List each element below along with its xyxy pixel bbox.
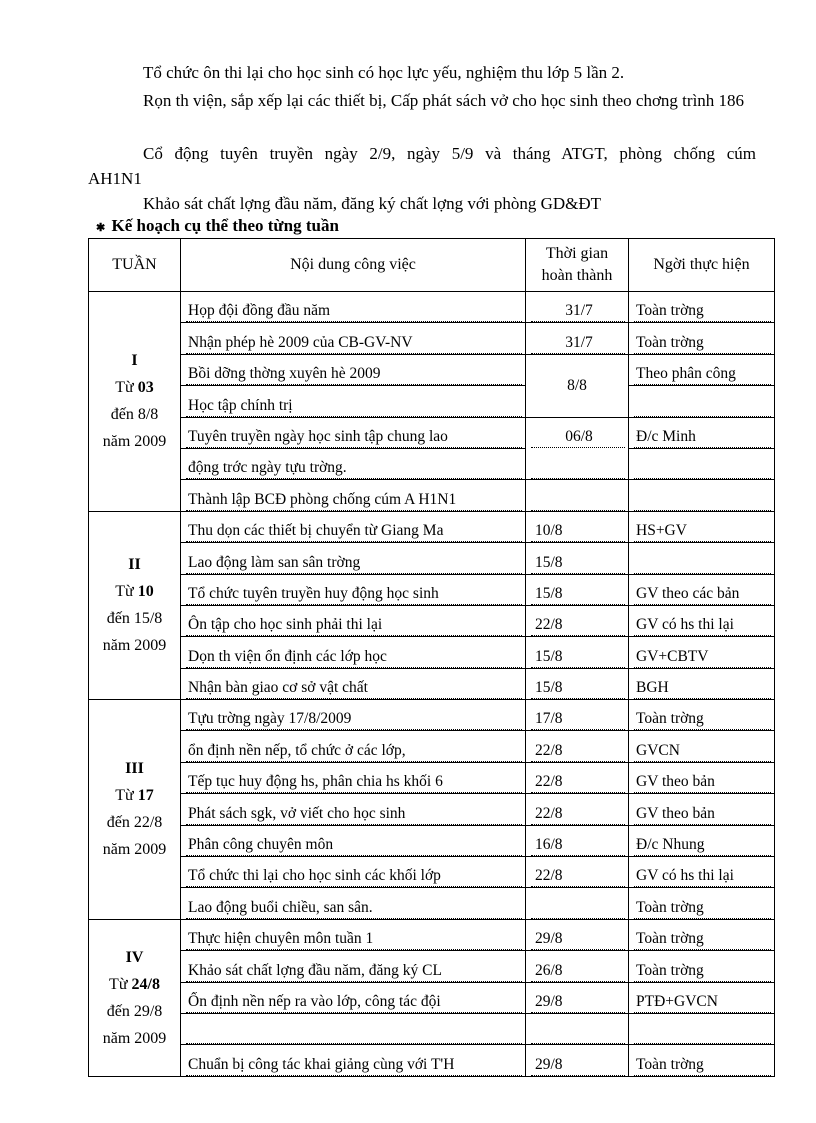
table-cell-content (181, 1045, 526, 1076)
intro-paragraph-4: Khảo sát chất lợng đầu năm, đăng ký chất lợng với phòng GD&ĐT (143, 194, 602, 213)
table-cell-content (181, 857, 526, 888)
week-roman: III (125, 760, 144, 778)
person-text: GVCN (634, 741, 771, 762)
table-cell-person (629, 668, 775, 699)
table-row (89, 292, 775, 323)
time-text: 06/8 (531, 427, 625, 448)
header-content: Nội dung công việc (181, 239, 526, 292)
week-start: 17 (137, 787, 154, 805)
table-cell-time (526, 511, 629, 542)
table-cell-content (181, 354, 526, 385)
table-body (89, 292, 775, 1077)
person-text: Toàn trờng (634, 929, 771, 950)
week-cell (89, 700, 181, 920)
table-cell-person (629, 982, 775, 1013)
time-text: 16/8 (531, 835, 625, 856)
time-text (531, 1023, 625, 1044)
table-cell-content (181, 448, 526, 479)
intro-paragraph-1: Tổ chức ôn thi lại cho học sinh có học lực yếu, nghiệm thu lớp 5 lần 2. (143, 63, 625, 82)
week-roman: II (128, 556, 141, 574)
time-text (531, 898, 625, 919)
table-cell-content (181, 794, 526, 825)
person-text: Theo phân công (634, 364, 771, 385)
content-text: Tếp tục huy động hs, phân chia hs khối 6 (186, 772, 522, 793)
asterisk-bullet-icon: ✱ (96, 221, 106, 234)
content-text: Lao động buổi chiều, san sân. (186, 898, 522, 919)
table-cell-time (526, 1045, 629, 1076)
table-cell-person (629, 919, 775, 950)
table-cell-content (181, 919, 526, 950)
table-cell-content (181, 825, 526, 856)
table-cell-content (181, 637, 526, 668)
table-row (89, 1045, 775, 1076)
section-heading (96, 216, 339, 236)
week-start-line (89, 971, 180, 998)
person-text: GV có hs thi lại (634, 615, 771, 636)
content-text: Học tập chính trị (186, 396, 522, 417)
table-cell-content (181, 543, 526, 574)
content-text: Họp đội đồng đầu năm (186, 301, 522, 322)
table-row (89, 637, 775, 668)
content-text: Dọn th viện ổn định các lớp học (186, 647, 522, 668)
week-roman: IV (125, 948, 144, 966)
person-text: Đ/c Nhung (634, 835, 771, 856)
intro-paragraph-3: Cổ động tuyên truyền ngày 2/9, ngày 5/9 và tháng ATGT, phòng chống cúm AH1N1 (88, 144, 756, 188)
person-text (634, 553, 771, 574)
content-text: Tổ chức tuyên truyền huy động học sinh (186, 584, 522, 605)
week-cell (89, 919, 181, 1076)
table-cell-content (181, 951, 526, 982)
section-heading-text: Kế hoạch cụ thể theo từng tuần (111, 216, 339, 235)
table-cell-content (181, 292, 526, 323)
table-cell-person (629, 857, 775, 888)
person-text: GV theo bản (634, 804, 771, 825)
content-text: Thành lập BCĐ phòng chống cúm A H1N1 (186, 490, 522, 511)
content-text: Ổn định nền nếp ra vào lớp, công tác đội (186, 992, 522, 1013)
week-from-label: Từ (109, 975, 128, 993)
header-week: TUẦN (89, 239, 181, 292)
table-row (89, 386, 775, 417)
table-header-row (89, 239, 775, 292)
content-text: ổn định nền nếp, tổ chức ở các lớp, (186, 741, 522, 762)
table-cell-time (526, 417, 629, 448)
time-text (531, 490, 625, 511)
person-text: Toàn trờng (634, 709, 771, 730)
table-cell-person (629, 637, 775, 668)
table-cell-person (629, 888, 775, 919)
content-text (186, 1023, 522, 1044)
time-text: 22/8 (531, 772, 625, 793)
table-cell-content (181, 574, 526, 605)
table-cell-content (181, 982, 526, 1013)
table-cell-time (526, 543, 629, 574)
person-text (634, 396, 771, 417)
table-cell-person (629, 354, 775, 385)
table-cell-time (526, 700, 629, 731)
table-cell-person (629, 700, 775, 731)
table-cell-person (629, 574, 775, 605)
time-text: 29/8 (531, 992, 625, 1013)
table-cell-person (629, 417, 775, 448)
table-cell-time (526, 794, 629, 825)
table-cell-time (526, 448, 629, 479)
week-end: đến 8/8 (110, 406, 159, 424)
person-text (634, 1023, 771, 1044)
table-cell-time (526, 731, 629, 762)
person-text: GV theo bản (634, 772, 771, 793)
content-text: Tựu trờng ngày 17/8/2009 (186, 709, 522, 730)
table-cell-content (181, 731, 526, 762)
week-from-label: Từ (115, 787, 134, 805)
table-row (89, 1013, 775, 1044)
time-text: 22/8 (531, 804, 625, 825)
table-cell-time (526, 857, 629, 888)
time-text: 29/8 (531, 1055, 625, 1076)
table-cell-person (629, 448, 775, 479)
table-row (89, 417, 775, 448)
table-cell-person (629, 511, 775, 542)
table-cell-time (526, 888, 629, 919)
table-row (89, 857, 775, 888)
content-text: Lao động làm san sân trờng (186, 553, 522, 574)
week-cell (89, 511, 181, 699)
time-text: 15/8 (531, 678, 625, 699)
time-text: 15/8 (531, 584, 625, 605)
table-row (89, 354, 775, 385)
table-cell-content (181, 762, 526, 793)
table-row (89, 919, 775, 950)
time-text: 31/7 (531, 333, 625, 354)
table-row (89, 982, 775, 1013)
table-row (89, 511, 775, 542)
table-cell-time (526, 762, 629, 793)
table-cell-content (181, 605, 526, 636)
table-row (89, 951, 775, 982)
table-cell-time (526, 354, 629, 417)
week-from-label: Từ (115, 379, 134, 397)
header-time-line2: hoàn thành (541, 267, 613, 284)
table-cell-time (526, 982, 629, 1013)
table-cell-person (629, 323, 775, 354)
header-person: Ngời thực hiện (629, 239, 775, 292)
week-start-line (89, 782, 180, 809)
table-cell-person (629, 1013, 775, 1044)
table-cell-time (526, 574, 629, 605)
time-text: 17/8 (531, 709, 625, 730)
table-cell-person (629, 794, 775, 825)
week-end: đến 15/8 (106, 610, 163, 628)
week-start-line (89, 374, 180, 401)
table-row (89, 825, 775, 856)
time-text: 31/7 (531, 301, 625, 322)
table-row (89, 448, 775, 479)
table-cell-time (526, 292, 629, 323)
table-cell-content (181, 700, 526, 731)
table-cell-person (629, 292, 775, 323)
table-cell-time (526, 323, 629, 354)
week-year: năm 2009 (102, 1029, 167, 1047)
table-cell-person (629, 605, 775, 636)
table-row (89, 605, 775, 636)
week-year: năm 2009 (102, 637, 167, 655)
table-cell-time (526, 1013, 629, 1044)
week-from-label: Từ (115, 583, 134, 601)
person-text: Toàn trờng (634, 301, 771, 322)
table-row (89, 574, 775, 605)
time-text: 15/8 (531, 553, 625, 574)
content-text: Tổ chức thi lại cho học sinh các khối lớp (186, 866, 522, 887)
table-cell-person (629, 543, 775, 574)
table-cell-time (526, 668, 629, 699)
time-text: 22/8 (531, 615, 625, 636)
table-cell-content (181, 386, 526, 417)
time-text: 26/8 (531, 961, 625, 982)
person-text: HS+GV (634, 521, 771, 542)
table-row (89, 762, 775, 793)
time-text: 8/8 (567, 376, 587, 394)
person-text: Toàn trờng (634, 333, 771, 354)
person-text: BGH (634, 678, 771, 699)
content-text: Ôn tập cho học sinh phải thi lại (186, 615, 522, 636)
week-year: năm 2009 (102, 841, 167, 859)
table-cell-person (629, 762, 775, 793)
table-row (89, 543, 775, 574)
intro-paragraph-2: Rọn th viện, sắp xếp lại các thiết bị, Cấp phát sách vở cho học sinh theo chơng trình 186 (143, 91, 745, 110)
time-text: 15/8 (531, 647, 625, 668)
content-text: Tuyên truyền ngày học sinh tập chung lao (186, 427, 522, 448)
content-text: Khảo sát chất lợng đầu năm, đăng ký CL (186, 961, 522, 982)
table-cell-time (526, 951, 629, 982)
table-cell-time (526, 605, 629, 636)
person-text: Đ/c Minh (634, 427, 771, 448)
table-cell-time (526, 637, 629, 668)
table-cell-content (181, 668, 526, 699)
content-text: Thực hiện chuyên môn tuần 1 (186, 929, 522, 950)
time-text: 22/8 (531, 866, 625, 887)
content-text: Thu dọn các thiết bị chuyển từ Giang Ma (186, 521, 522, 542)
table-row (89, 888, 775, 919)
person-text: GV+CBTV (634, 647, 771, 668)
time-text: 10/8 (531, 521, 625, 542)
person-text: GV theo các bản (634, 584, 771, 605)
week-end: đến 22/8 (106, 814, 163, 832)
table-cell-time (526, 825, 629, 856)
table-cell-content (181, 888, 526, 919)
week-roman: I (131, 352, 138, 370)
person-text (634, 490, 771, 511)
person-text: GV có hs thi lại (634, 866, 771, 887)
table-cell-person (629, 386, 775, 417)
table-cell-time (526, 919, 629, 950)
week-start-line (89, 578, 180, 605)
week-start: 24/8 (131, 975, 160, 993)
time-text: 22/8 (531, 741, 625, 762)
table-cell-person (629, 1045, 775, 1076)
content-text: động trớc ngày tựu trờng. (186, 458, 522, 479)
header-time (526, 239, 629, 292)
content-text: Nhận bàn giao cơ sở vật chất (186, 678, 522, 699)
time-text: 29/8 (531, 929, 625, 950)
table-cell-person (629, 825, 775, 856)
person-text: Toàn trờng (634, 1055, 771, 1076)
table-row (89, 668, 775, 699)
content-text: Phân công chuyên môn (186, 835, 522, 856)
week-start: 03 (137, 379, 154, 397)
table-cell-time (526, 480, 629, 511)
table-row (89, 794, 775, 825)
table-cell-content (181, 417, 526, 448)
week-start: 10 (137, 583, 154, 601)
table-cell-person (629, 731, 775, 762)
weekly-plan-table (88, 238, 775, 1077)
header-time-line1: Thời gian (545, 245, 609, 262)
week-cell (89, 292, 181, 512)
person-text (634, 458, 771, 479)
week-year: năm 2009 (102, 433, 167, 451)
content-text: Phát sách sgk, vở viết cho học sinh (186, 804, 522, 825)
table-row (89, 480, 775, 511)
table-row (89, 731, 775, 762)
person-text: Toàn trờng (634, 961, 771, 982)
table-cell-content (181, 323, 526, 354)
table-row (89, 700, 775, 731)
person-text: PTĐ+GVCN (634, 992, 771, 1013)
table-row (89, 323, 775, 354)
content-text: Bồi dỡng thờng xuyên hè 2009 (186, 364, 522, 385)
person-text: Toàn trờng (634, 898, 771, 919)
time-text (531, 458, 625, 479)
week-end: đến 29/8 (106, 1002, 163, 1020)
table-cell-person (629, 480, 775, 511)
table-cell-person (629, 951, 775, 982)
content-text: Nhận phép hè 2009 của CB-GV-NV (186, 333, 522, 354)
table-cell-content (181, 480, 526, 511)
table-cell-content (181, 1013, 526, 1044)
table-cell-content (181, 511, 526, 542)
content-text: Chuẩn bị công tác khai giảng cùng với T'H (186, 1055, 522, 1076)
